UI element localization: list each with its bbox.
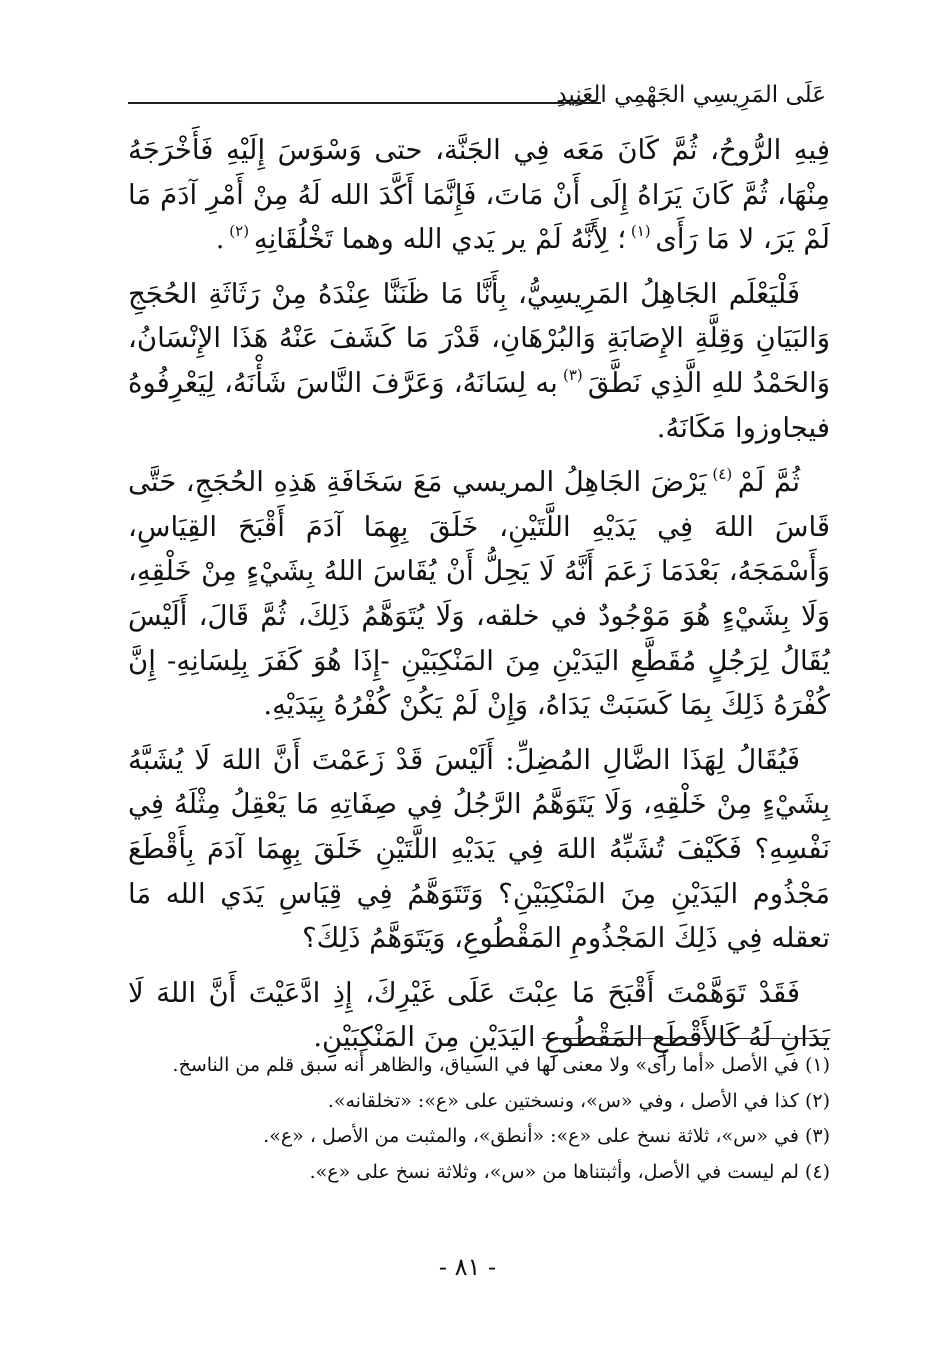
footnote-reference: (١) [626,222,656,241]
body-paragraph [128,460,830,728]
header-rule [128,102,601,104]
footnote-reference: (٤) [706,465,738,484]
body-text-run: فَلْيَعْلَم الجَاهِلُ المَرِيسِيُّ، بِأَنَّا مَا ظَنَنَّا عِنْدَهُ مِنْ رَثَاثَةِ الحُجَجِ وَالبَيَانِ وَقِلَّةِ الإِصَابَةِ وَالبُرْهَانِ، قَدْرَ مَا كَشَفَ عَنْهُ هَذَا الإِنْسَانُ، وَالحَمْدُ للهِ الَّذِي نَطَّقَ [128,277,831,399]
main-body-text [128,128,830,1060]
body-text-run: فِيهِ الرُّوحُ، ثُمَّ كَانَ مَعَه فِي الجَنَّة، حتى وَسْوَسَ إِلَيْهِ فَأَخْرَجَهُ مِنْهَا، ثُمَّ كَانَ يَرَاهُ إِلَى أَنْ مَاتَ، فَإِنَّمَا أَكَّدَ الله لَهُ مِنْ أَمْرِ آدَمَ مَا لَمْ يَرَ، لا مَا رَأَى [128,134,830,256]
body-paragraph [128,272,830,450]
footnote-3: (٣) في «س»، ثلاثة نسخ على «ع»: «أنطق»، والمثبت من الأصل ، «ع». [263,1125,830,1147]
page-number: - ٨١ - [438,1253,497,1281]
footnote-4: (٤) لم ليست في الأصل، وأثبتناها من «س»، وثلاثة نسخ على «ع». [309,1160,830,1183]
body-text-run: . [215,223,225,256]
footnote-1: (١) في الأصل «أما رأى» ولا معنى لها في السياق، والظاهر أنه سبق قلم من الناسخ. [172,1054,830,1076]
body-text-run: ؛ لِأَنَّهُ لَمْ ير يَدي الله وهما تَخْلُقَانِهِ [253,223,627,256]
footnotes [128,1048,830,1190]
body-text-run: يَرْضَ الجَاهِلُ المريسي مَعَ سَخَافَةِ هَذِهِ الحُجَجِ، حَتَّى قَاسَ اللهَ فِي يَدَيْهِ اللَّتَيْنِ، خَلَقَ بِهِمَا آدَمَ أَقْبَحَ القِيَاسِ، وَأَسْمَجَهُ، بَعْدَمَا زَعَمَ أَنَّهُ لَا يَحِلُّ أَنْ يُقَاسَ اللهُ بِشَيْءٍ مِنْ خَلْقِهِ، وَلَا بِشَيْءٍ هُوَ مَوْجُودٌ في خلقه، وَلَا يُتَوَهَّمُ ذَلِكَ، ثُمَّ قَالَ، أَلَيْسَ يُقَالُ لِرَجُلٍ مُقَطَّعِ اليَدَيْنِ مِنَ المَنْكِبَيْنِ -إِذَا هُوَ كَفَرَ بِلِسَانِهِ- إِنَّ كُفْرَهُ ذَلِكَ بِمَا كَسَبَتْ يَدَاهُ، وَإِنْ لَمْ يَكُنْ كُفْرُهُ بِيَدَيْهِ. [128,466,830,722]
body-paragraph [128,128,830,262]
footnote-reference: (٣) [557,365,588,384]
body-text-run: فَيُقَالُ لِهَذَا الضَّالِ المُضِلِّ: أَلَيْسَ قَدْ زَعَمْتَ أَنَّ اللهَ لَا يُشَبَّهُ بِشَيْءٍ مِنْ خَلْقِهِ، وَلَا يَتَوَهَّمُ الرَّجُلُ فِي صِفَاتِهِ مَا يَعْقِلُ مِثْلَهُ فِي نَفْسِهِ؟ فَكَيْفَ تُشَبِّهُ اللهَ فِي يَدَيْهِ اللَّتَيْنِ خَلَقَ بِهِمَا آدَمَ بِأَقْطَعَ مَجْذُوم اليَدَيْنِ مِنَ المَنْكِبَيْنِ؟ وَتَتَوَهَّمُ فِي قِيَاسِ يَدَي الله مَا تعقله فِي ذَلِكَ المَجْذُومِ المَقْطُوعِ، وَيَتَوَهَّمُ ذَلِكَ؟ [128,743,830,955]
footnote-2: (٢) كذا في الأصل ، وفي «س»، ونسختين على «ع»: «تخلقانه». [327,1089,830,1112]
body-text-run: ثُمَّ لَمْ [737,466,800,499]
running-header [128,78,826,118]
body-text-run: فَقَدْ تَوَهَّمْتَ أَقْبَحَ مَا عِبْتَ عَلَى غَيْرِكَ، إِذِ ادَّعَيْتَ أَنَّ اللهَ لَا يَدَانِ لَهُ كَالأَقْطَعِ المَقْطُوعِ اليَدَيْنِ مِنَ المَنْكِبَيْنِ. [128,976,830,1054]
running-header-title: عَلَى المَرِيسِي الجَهْمِي العَنِيدِ [556,82,826,108]
footnote-separator [542,1038,830,1039]
footnote-reference: (٢) [224,222,254,241]
body-text-run: به لِسَانَهُ، وَعَرَّفَ النَّاسَ شَأْنَهُ، لِيَعْرِفُوهُ فيجاوزوا مَكَانَهُ. [128,366,830,444]
body-paragraph [128,738,830,961]
body-paragraph [128,971,830,1060]
